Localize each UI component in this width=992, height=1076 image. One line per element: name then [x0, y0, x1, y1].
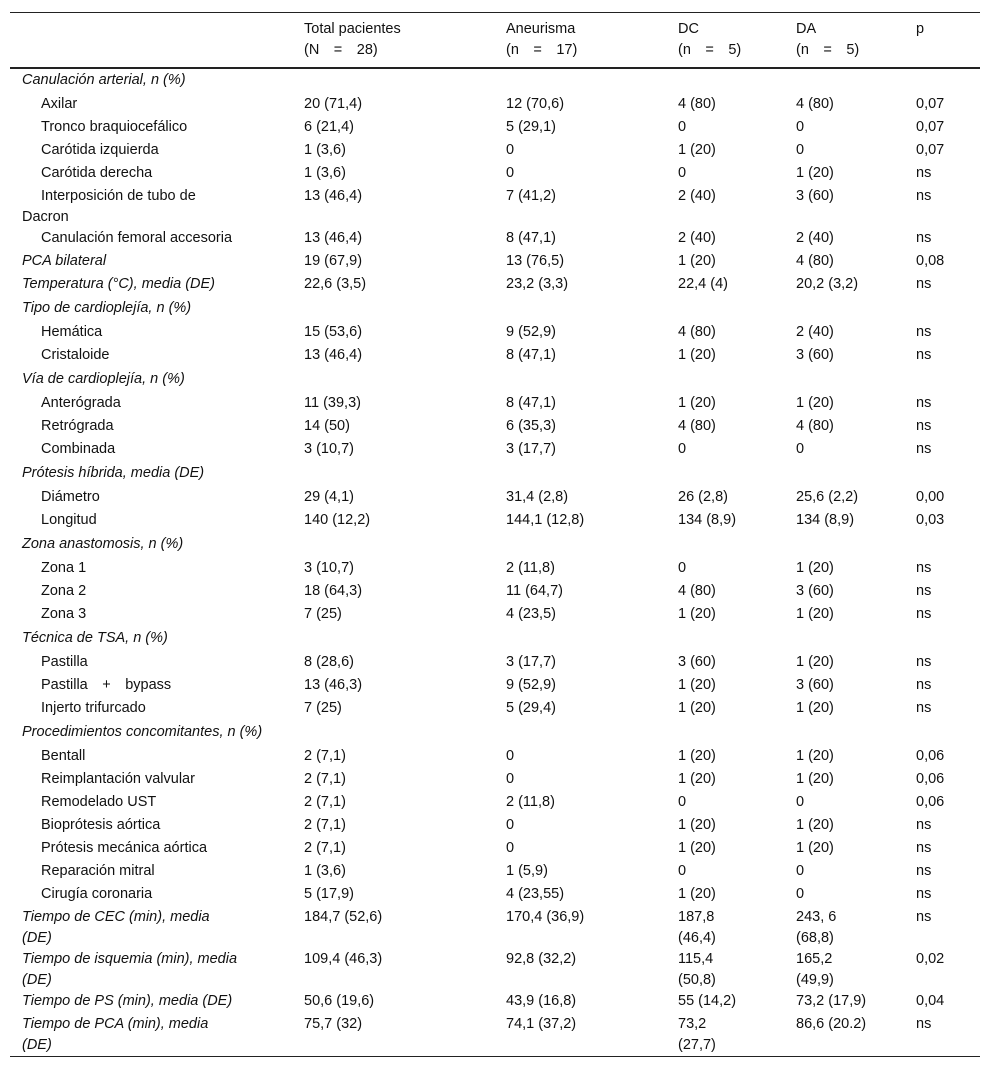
value-cell: 6 (21,4) — [304, 119, 354, 135]
row-label: Retrógrada — [41, 418, 114, 434]
value-cell: ns — [916, 909, 932, 925]
value-cell: 22,4 (4) — [678, 276, 728, 292]
value-cell: 13 (46,4) — [304, 188, 363, 204]
header-label: DA — [796, 21, 817, 37]
value-cell: 0,07 — [916, 96, 945, 112]
row-label: Cristaloide — [41, 347, 110, 363]
value-cell: ns — [916, 863, 932, 879]
section-row — [10, 721, 980, 746]
row-label — [10, 186, 294, 228]
value-cell: 2 (40) — [796, 324, 834, 340]
row-label: Zona anastomosis, n (%) — [22, 536, 184, 552]
header-cell — [294, 13, 496, 69]
value-cell: 5 (17,9) — [304, 886, 354, 902]
value-cell: 12 (70,6) — [506, 96, 565, 112]
value-cell: 7 (25) — [304, 606, 342, 622]
table-row — [10, 907, 980, 949]
header-cell — [906, 13, 980, 69]
table-row — [10, 274, 980, 297]
row-label-line: Dacron — [22, 209, 69, 225]
value-cell: ns — [916, 276, 932, 292]
value-cell: 2 (7,1) — [304, 840, 346, 856]
section-row — [10, 368, 980, 393]
value-cell: ns — [916, 560, 932, 576]
table-row — [10, 949, 980, 991]
row-label: Procedimientos concomitantes, n (%) — [22, 724, 263, 740]
value-cell: 2 (40) — [678, 188, 716, 204]
table-body — [10, 68, 980, 1057]
value-cell: 4 (23,55) — [506, 886, 565, 902]
row-label: Temperatura (°C), media (DE) — [22, 276, 216, 292]
value-cell: 3 (17,7) — [506, 441, 556, 457]
table-row — [10, 322, 980, 345]
value-cell: 13 (76,5) — [506, 253, 565, 269]
value-cell: 0 — [506, 840, 515, 856]
value-cell: 25,6 (2,2) — [796, 489, 859, 505]
row-label: PCA bilateral — [22, 253, 107, 269]
table-row — [10, 884, 980, 907]
row-label: Prótesis mecánica aórtica — [41, 840, 208, 856]
value-cell: 0 — [506, 771, 515, 787]
value-cell: 92,8 (32,2) — [506, 951, 577, 967]
table-row — [10, 487, 980, 510]
row-label: Combinada — [41, 441, 116, 457]
value-cell: 8 (47,1) — [506, 230, 556, 246]
value-cell: 5 (29,1) — [506, 119, 556, 135]
value-cell: 1 (20) — [796, 700, 834, 716]
value-cell: 1 (20) — [796, 606, 834, 622]
value-cell: ns — [916, 395, 932, 411]
table-row — [10, 652, 980, 675]
value-line: 73,2 — [678, 1016, 707, 1032]
value-cell: ns — [916, 324, 932, 340]
table-row — [10, 815, 980, 838]
value-cell: 1 (20) — [796, 395, 834, 411]
header-count: (N = 28) — [304, 42, 378, 58]
value-cell: 0 — [796, 441, 805, 457]
row-label-line: Interposición de tubo de — [41, 188, 196, 204]
value-line: 115,4 — [678, 951, 714, 967]
value-cell: 140 (12,2) — [304, 512, 371, 528]
value-cell: ns — [916, 418, 932, 434]
value-cell: 4 (80) — [796, 96, 834, 112]
value-cell: 144,1 (12,8) — [506, 512, 585, 528]
table-row — [10, 393, 980, 416]
value-cell: 1 (20) — [678, 700, 716, 716]
table-header — [10, 13, 980, 69]
value-cell: 0,07 — [916, 119, 945, 135]
value-cell: 2 (40) — [796, 230, 834, 246]
value-cell: 1 (20) — [678, 253, 716, 269]
value-cell: 1 (20) — [796, 771, 834, 787]
value-cell: 4 (80) — [678, 96, 716, 112]
value-cell: 0 — [796, 863, 805, 879]
value-cell: 43,9 (16,8) — [506, 993, 577, 1009]
value-cell: ns — [916, 677, 932, 693]
row-label: Zona 2 — [41, 583, 87, 599]
table-row — [10, 1014, 980, 1057]
row-label: Carótida derecha — [41, 165, 153, 181]
value-cell: 0 — [678, 165, 687, 181]
value-cell: 50,6 (19,6) — [304, 993, 375, 1009]
value-cell: 0 — [506, 142, 515, 158]
row-label — [10, 1014, 294, 1057]
value-cell: 4 (80) — [796, 418, 834, 434]
value-cell: 0 — [796, 142, 805, 158]
value-cell: 134 (8,9) — [796, 512, 855, 528]
value-cell: 26 (2,8) — [678, 489, 728, 505]
row-label: Técnica de TSA, n (%) — [22, 630, 168, 646]
value-cell: 1 (20) — [796, 560, 834, 576]
value-cell: 3 (60) — [796, 677, 834, 693]
value-cell: 2 (40) — [678, 230, 716, 246]
header-cell — [496, 13, 668, 69]
value-cell: 3 (60) — [796, 347, 834, 363]
table-row — [10, 558, 980, 581]
row-label: Pastilla + bypass — [41, 677, 172, 693]
value-cell: 1 (5,9) — [506, 863, 548, 879]
row-label: Reparación mitral — [41, 863, 155, 879]
table-row — [10, 769, 980, 792]
row-label: Prótesis híbrida, media (DE) — [22, 465, 205, 481]
value-cell: 1 (20) — [678, 395, 716, 411]
section-row — [10, 533, 980, 558]
value-cell: 2 (11,8) — [506, 560, 555, 576]
value-line: (49,9) — [796, 972, 834, 988]
value-cell: 3 (60) — [796, 188, 834, 204]
row-label: Pastilla — [41, 654, 88, 670]
value-cell: 0 — [678, 794, 687, 810]
header-label: Total pacientes — [304, 21, 401, 37]
table-row — [10, 838, 980, 861]
value-cell: 13 (46,4) — [304, 347, 363, 363]
value-cell: 1 (20) — [678, 748, 716, 764]
value-cell: 0 — [796, 119, 805, 135]
value-cell: ns — [916, 817, 932, 833]
row-label-line: Tiempo de PCA (min), media — [22, 1016, 209, 1032]
value-cell: 2 (7,1) — [304, 794, 346, 810]
value-line: (68,8) — [796, 930, 834, 946]
header-cell — [10, 13, 294, 69]
value-cell: ns — [916, 347, 932, 363]
value-cell: ns — [916, 230, 932, 246]
table-row — [10, 251, 980, 274]
value-cell — [668, 1014, 786, 1057]
row-label: Remodelado UST — [41, 794, 157, 810]
header-label: DC — [678, 21, 699, 37]
header-cell — [668, 13, 786, 69]
value-cell: 8 (47,1) — [506, 395, 556, 411]
row-label-line: Tiempo de CEC (min), media — [22, 909, 210, 925]
value-cell: 1 (3,6) — [304, 165, 346, 181]
header-label: p — [916, 21, 925, 37]
value-cell: ns — [916, 441, 932, 457]
value-line: 243, 6 — [796, 909, 837, 925]
row-label: Canulación femoral accesoria — [41, 230, 233, 246]
value-line: 187,8 — [678, 909, 715, 925]
value-cell: 3 (10,7) — [304, 560, 354, 576]
row-label: Anterógrada — [41, 395, 121, 411]
value-cell: 5 (29,4) — [506, 700, 556, 716]
value-cell: 1 (20) — [678, 347, 716, 363]
row-label: Bentall — [41, 748, 86, 764]
value-cell: 13 (46,4) — [304, 230, 363, 246]
row-label: Tipo de cardioplejía, n (%) — [22, 300, 192, 316]
value-cell: 74,1 (37,2) — [506, 1016, 577, 1032]
value-cell: 3 (60) — [796, 583, 834, 599]
value-line: (50,8) — [678, 972, 716, 988]
table-row — [10, 94, 980, 117]
value-cell: 86,6 (20.2) — [796, 1016, 867, 1032]
table-row — [10, 991, 980, 1014]
value-line: (27,7) — [678, 1037, 716, 1053]
value-cell: 0,03 — [916, 512, 945, 528]
value-cell: ns — [916, 886, 932, 902]
table-row — [10, 792, 980, 815]
value-cell: 31,4 (2,8) — [506, 489, 569, 505]
value-cell: 0,02 — [916, 951, 945, 967]
value-cell: 1 (20) — [678, 886, 716, 902]
header-cell — [786, 13, 906, 69]
row-label: Carótida izquierda — [41, 142, 159, 158]
value-cell: 0 — [506, 817, 515, 833]
value-cell: 6 (35,3) — [506, 418, 556, 434]
value-cell: 4 (80) — [796, 253, 834, 269]
value-cell: 0,00 — [916, 489, 945, 505]
table-row — [10, 439, 980, 462]
value-cell: 3 (60) — [678, 654, 716, 670]
value-cell: ns — [916, 700, 932, 716]
header-count: (n = 17) — [506, 42, 578, 58]
value-cell: 23,2 (3,3) — [506, 276, 569, 292]
value-cell: ns — [916, 654, 932, 670]
value-cell: 0,08 — [916, 253, 945, 269]
data-table — [10, 12, 980, 1057]
table-row — [10, 345, 980, 368]
value-cell: ns — [916, 583, 932, 599]
value-cell — [668, 949, 786, 991]
value-cell: 3 (17,7) — [506, 654, 556, 670]
table-row — [10, 675, 980, 698]
header-count: (n = 5) — [796, 42, 860, 58]
row-label: Longitud — [41, 512, 97, 528]
value-cell: 15 (53,6) — [304, 324, 363, 340]
value-cell: 0 — [678, 441, 687, 457]
value-cell: ns — [916, 606, 932, 622]
row-label: Vía de cardioplejía, n (%) — [22, 371, 185, 387]
value-cell: 1 (20) — [678, 771, 716, 787]
value-cell — [786, 907, 906, 949]
value-cell: 9 (52,9) — [506, 677, 556, 693]
row-label: Hemática — [41, 324, 103, 340]
value-cell: 0,07 — [916, 142, 945, 158]
row-label: Reimplantación valvular — [41, 771, 195, 787]
row-label-line: (DE) — [22, 972, 52, 988]
value-cell: 1 (20) — [796, 165, 834, 181]
value-cell: 170,4 (36,9) — [506, 909, 585, 925]
value-cell: 8 (28,6) — [304, 654, 354, 670]
value-cell: 75,7 (32) — [304, 1016, 363, 1032]
header-label: Aneurisma — [506, 21, 576, 37]
row-label: Axilar — [41, 96, 78, 112]
value-cell: 7 (25) — [304, 700, 342, 716]
row-label: Cirugía coronaria — [41, 886, 153, 902]
row-label: Diámetro — [41, 489, 100, 505]
row-label: Zona 1 — [41, 560, 87, 576]
value-cell: 3 (10,7) — [304, 441, 354, 457]
value-cell: 9 (52,9) — [506, 324, 556, 340]
value-cell: 11 (64,7) — [506, 583, 563, 599]
table-row — [10, 163, 980, 186]
value-cell: 20 (71,4) — [304, 96, 363, 112]
value-line: (46,4) — [678, 930, 716, 946]
value-cell: 19 (67,9) — [304, 253, 363, 269]
value-cell: 2 (7,1) — [304, 748, 346, 764]
table-row — [10, 746, 980, 769]
value-cell: 0 — [506, 165, 515, 181]
header-count: (n = 5) — [678, 42, 742, 58]
value-cell: 29 (4,1) — [304, 489, 354, 505]
row-label-line: (DE) — [22, 930, 52, 946]
value-cell: ns — [916, 840, 932, 856]
value-cell: 13 (46,3) — [304, 677, 363, 693]
value-cell: 4 (80) — [678, 583, 716, 599]
value-cell: 0,06 — [916, 771, 945, 787]
value-cell: 2 (7,1) — [304, 771, 346, 787]
row-label: Tiempo de PS (min), media (DE) — [22, 993, 233, 1009]
section-row — [10, 68, 980, 94]
value-cell: 14 (50) — [304, 418, 350, 434]
header-row — [10, 13, 980, 69]
value-cell: 1 (20) — [678, 840, 716, 856]
value-cell: 1 (20) — [678, 817, 716, 833]
section-row — [10, 462, 980, 487]
value-cell: 4 (80) — [678, 324, 716, 340]
value-cell: 1 (20) — [796, 817, 834, 833]
value-cell: 1 (20) — [796, 748, 834, 764]
section-row — [10, 297, 980, 322]
value-cell: 11 (39,3) — [304, 395, 361, 411]
value-cell: 184,7 (52,6) — [304, 909, 383, 925]
value-cell: 1 (3,6) — [304, 142, 346, 158]
value-cell: 1 (20) — [796, 840, 834, 856]
value-cell: 1 (20) — [678, 677, 716, 693]
value-cell: 0,04 — [916, 993, 945, 1009]
row-label-line: Tiempo de isquemia (min), media — [22, 951, 238, 967]
value-cell: 18 (64,3) — [304, 583, 363, 599]
value-cell: 134 (8,9) — [678, 512, 737, 528]
value-cell: 0 — [678, 560, 687, 576]
row-label — [10, 949, 294, 991]
value-cell: 2 (11,8) — [506, 794, 555, 810]
value-cell: 0 — [678, 119, 687, 135]
value-cell: 55 (14,2) — [678, 993, 737, 1009]
table-row — [10, 698, 980, 721]
table-row — [10, 140, 980, 163]
value-cell: 0 — [506, 748, 515, 764]
section-row — [10, 627, 980, 652]
value-cell: 20,2 (3,2) — [796, 276, 859, 292]
value-cell: 0 — [796, 794, 805, 810]
value-cell: 0,06 — [916, 794, 945, 810]
value-cell: ns — [916, 165, 932, 181]
value-cell — [786, 949, 906, 991]
value-cell: 8 (47,1) — [506, 347, 556, 363]
value-cell: 1 (20) — [796, 654, 834, 670]
table-row — [10, 581, 980, 604]
row-label: Canulación arterial, n (%) — [22, 72, 186, 88]
row-label — [10, 907, 294, 949]
row-label: Tronco braquiocefálico — [41, 119, 188, 135]
value-cell: 7 (41,2) — [506, 188, 556, 204]
table-row — [10, 510, 980, 533]
table-row — [10, 416, 980, 439]
value-cell: 109,4 (46,3) — [304, 951, 383, 967]
table-row — [10, 186, 980, 228]
table-row — [10, 604, 980, 627]
table-row — [10, 861, 980, 884]
row-label: Bioprótesis aórtica — [41, 817, 161, 833]
value-cell: 73,2 (17,9) — [796, 993, 867, 1009]
table-row — [10, 117, 980, 140]
table-row — [10, 228, 980, 251]
value-cell: 0 — [796, 886, 805, 902]
value-cell: ns — [916, 188, 932, 204]
row-label-line: (DE) — [22, 1037, 52, 1053]
row-label: Zona 3 — [41, 606, 87, 622]
value-cell: 4 (80) — [678, 418, 716, 434]
value-line: 165,2 — [796, 951, 833, 967]
value-cell: 1 (20) — [678, 606, 716, 622]
value-cell: 2 (7,1) — [304, 817, 346, 833]
row-label: Injerto trifurcado — [41, 700, 146, 716]
value-cell: 22,6 (3,5) — [304, 276, 367, 292]
value-cell: 1 (20) — [678, 142, 716, 158]
value-cell: 0 — [678, 863, 687, 879]
value-cell: ns — [916, 1016, 932, 1032]
value-cell: 4 (23,5) — [506, 606, 556, 622]
value-cell: 0,06 — [916, 748, 945, 764]
value-cell: 1 (3,6) — [304, 863, 346, 879]
value-cell — [668, 907, 786, 949]
